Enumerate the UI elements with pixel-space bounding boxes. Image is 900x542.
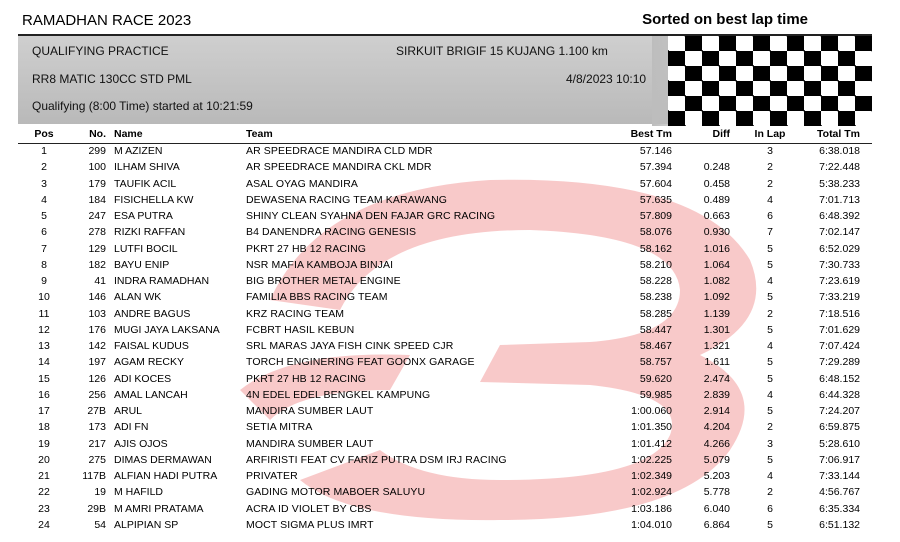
cell-in-lap: 4 — [767, 470, 773, 482]
table-row — [18, 226, 872, 242]
table-row — [18, 486, 872, 502]
cell-total: 5:38.233 — [819, 177, 860, 190]
cell-in-lap: 2 — [767, 421, 773, 434]
cell-pos: 11 — [38, 307, 50, 320]
cell-team: DEWASENA RACING TEAM KARAWANG — [246, 193, 448, 206]
cell-team: SRL MARAS JAYA FISH CINK SPEED CJR — [246, 340, 454, 352]
cell-diff: 2.914 — [703, 405, 730, 417]
cell-name: TAUFIK ACIL — [114, 177, 177, 190]
col-name: Name — [114, 128, 143, 140]
results-table — [18, 145, 872, 535]
cell-pos: 8 — [41, 258, 47, 271]
cell-name: ALAN WK — [114, 291, 162, 304]
cell-team: PKRT 27 HB 12 RACING — [246, 372, 367, 385]
cell-no: 142 — [88, 340, 106, 352]
cell-name: ANDRE BAGUS — [114, 307, 191, 320]
checkered-flag-icon — [668, 36, 872, 126]
cell-no: 299 — [88, 145, 106, 157]
cell-team: MANDIRA SUMBER LAUT — [246, 437, 374, 450]
cell-pos: 17 — [38, 405, 50, 417]
table-row — [18, 470, 872, 486]
cell-team: SETIA MITRA — [246, 421, 313, 434]
cell-name: AJIS OJOS — [114, 437, 168, 450]
session-date: 4/8/2023 10:10 — [566, 72, 647, 86]
table-row — [18, 178, 872, 194]
cell-diff: 1.301 — [703, 323, 730, 336]
cell-name: M AZIZEN — [114, 145, 163, 157]
cell-name: LUTFI BOCIL — [114, 242, 178, 255]
circuit-name: SIRKUIT BRIGIF 15 KUJANG 1.100 km — [396, 44, 608, 58]
cell-diff: 2.839 — [703, 388, 730, 401]
cell-no: 256 — [88, 388, 106, 401]
cell-pos: 1 — [41, 145, 47, 157]
table-row — [18, 291, 872, 307]
table-row — [18, 308, 872, 324]
cell-team: B4 DANENDRA RACING GENESIS — [246, 226, 417, 239]
cell-team: TORCH ENGINERING FEAT GOONX GARAGE — [246, 356, 475, 369]
cell-total: 6:51.132 — [819, 518, 860, 531]
cell-pos: 12 — [38, 323, 50, 336]
table-row — [18, 275, 872, 291]
cell-no: 247 — [88, 210, 106, 222]
cell-in-lap: 5 — [767, 405, 773, 417]
cell-no: 117B — [82, 470, 106, 482]
cell-total: 6:44.328 — [819, 388, 860, 401]
cell-name: ARUL — [114, 405, 143, 417]
table-row — [18, 324, 872, 340]
cell-diff: 1.139 — [703, 307, 730, 320]
session-banner — [18, 34, 872, 124]
cell-pos: 13 — [38, 340, 50, 352]
cell-total: 7:06.917 — [819, 453, 860, 466]
cell-in-lap: 2 — [767, 161, 773, 174]
cell-pos: 20 — [38, 453, 50, 466]
cell-in-lap: 2 — [767, 177, 773, 190]
cell-diff: 0.489 — [703, 193, 730, 206]
cell-best: 57.146 — [639, 145, 672, 157]
cell-team: BIG BROTHER METAL ENGINE — [246, 275, 401, 287]
cell-best: 57.394 — [639, 161, 672, 174]
cell-best: 1:00.060 — [631, 405, 672, 417]
cell-best: 57.604 — [639, 177, 672, 190]
cell-best: 58.210 — [639, 258, 672, 271]
cell-in-lap: 2 — [767, 307, 773, 320]
table-header — [18, 128, 872, 144]
cell-pos: 14 — [38, 356, 50, 369]
table-row — [18, 373, 872, 389]
table-row — [18, 243, 872, 259]
cell-total: 7:02.147 — [819, 226, 860, 239]
cell-best: 58.162 — [639, 242, 672, 255]
cell-pos: 24 — [38, 518, 50, 531]
cell-best: 1:01.412 — [631, 437, 672, 450]
cell-no: 179 — [88, 177, 106, 190]
cell-pos: 2 — [41, 161, 47, 174]
cell-pos: 3 — [41, 177, 47, 190]
cell-best: 58.238 — [639, 291, 672, 304]
col-best: Best Tm — [630, 128, 672, 140]
cell-in-lap: 5 — [767, 453, 773, 466]
table-row — [18, 503, 872, 519]
cell-name: ALFIAN HADI PUTRA — [114, 470, 218, 482]
cell-in-lap: 3 — [767, 437, 773, 450]
sort-label: Sorted on best lap time — [642, 11, 808, 28]
cell-in-lap: 5 — [767, 518, 773, 531]
cell-best: 1:04.010 — [631, 518, 672, 531]
cell-name: BAYU ENIP — [114, 258, 170, 271]
cell-in-lap: 5 — [767, 242, 773, 255]
cell-pos: 19 — [38, 437, 50, 450]
cell-team: MOCT SIGMA PLUS IMRT — [246, 518, 374, 531]
cell-total: 7:22.448 — [819, 161, 860, 174]
table-row — [18, 454, 872, 470]
cell-total: 7:23.619 — [819, 275, 860, 287]
cell-name: M HAFILD — [114, 486, 164, 499]
cell-no: 129 — [88, 242, 106, 255]
cell-total: 7:07.424 — [819, 340, 860, 352]
cell-team: MANDIRA SUMBER LAUT — [246, 405, 374, 417]
session-start: Qualifying (8:00 Time) started at 10:21:59 — [32, 99, 253, 113]
cell-pos: 4 — [41, 193, 47, 206]
cell-total: 6:38.018 — [819, 145, 860, 157]
cell-in-lap: 3 — [767, 145, 773, 157]
cell-diff: 6.864 — [703, 518, 730, 531]
cell-diff: 1.064 — [703, 258, 730, 271]
cell-best: 59.985 — [639, 388, 672, 401]
cell-total: 6:52.029 — [819, 242, 860, 255]
cell-in-lap: 6 — [767, 502, 773, 515]
cell-best: 1:02.225 — [631, 453, 672, 466]
cell-diff: 0.458 — [703, 177, 730, 190]
cell-team: ACRA ID VIOLET BY CBS — [246, 502, 372, 515]
cell-in-lap: 4 — [767, 340, 773, 352]
cell-in-lap: 5 — [767, 356, 773, 369]
col-team: Team — [246, 128, 273, 140]
cell-name: RIZKI RAFFAN — [114, 226, 186, 239]
cell-diff: 4.204 — [703, 421, 730, 434]
cell-best: 1:03.186 — [631, 502, 672, 515]
cell-total: 6:48.152 — [819, 372, 860, 385]
cell-pos: 21 — [38, 470, 50, 482]
cell-no: 176 — [88, 323, 106, 336]
cell-in-lap: 7 — [767, 226, 773, 239]
cell-no: 278 — [88, 226, 106, 239]
table-row — [18, 421, 872, 437]
cell-no: 275 — [88, 453, 106, 466]
cell-in-lap: 4 — [767, 275, 773, 287]
cell-diff: 6.040 — [703, 502, 730, 515]
cell-total: 7:33.219 — [819, 291, 860, 304]
session-name: QUALIFYING PRACTICE — [32, 44, 169, 58]
cell-diff: 0.930 — [703, 226, 730, 239]
cell-best: 1:01.350 — [631, 421, 672, 434]
cell-pos: 16 — [38, 388, 50, 401]
cell-no: 29B — [87, 502, 106, 515]
cell-name: M AMRI PRATAMA — [114, 502, 204, 515]
col-no: No. — [89, 128, 106, 140]
cell-no: 100 — [88, 161, 106, 174]
cell-team: SHINY CLEAN SYAHNA DEN FAJAR GRC RACING — [246, 210, 496, 222]
cell-best: 57.809 — [639, 210, 672, 222]
cell-in-lap: 6 — [767, 210, 773, 222]
cell-in-lap: 5 — [767, 372, 773, 385]
cell-no: 182 — [88, 258, 106, 271]
cell-team: ARFIRISTI FEAT CV FARIZ PUTRA DSM IRJ RACING — [246, 453, 507, 466]
cell-name: ESA PUTRA — [114, 210, 173, 222]
cell-best: 58.228 — [639, 275, 672, 287]
cell-name: FAISAL KUDUS — [114, 340, 189, 352]
cell-total: 6:35.334 — [819, 502, 860, 515]
cell-no: 27B — [87, 405, 106, 417]
cell-diff: 0.248 — [703, 161, 730, 174]
cell-pos: 7 — [41, 242, 47, 255]
cell-team: FCBRT HASIL KEBUN — [246, 323, 355, 336]
cell-diff: 1.092 — [703, 291, 730, 304]
col-total: Total Tm — [817, 128, 860, 140]
cell-team: AR SPEEDRACE MANDIRA CLD MDR — [246, 145, 433, 157]
cell-in-lap: 4 — [767, 388, 773, 401]
cell-diff: 1.321 — [703, 340, 730, 352]
cell-total: 7:29.289 — [819, 356, 860, 369]
col-in-lap: In Lap — [754, 128, 786, 140]
cell-total: 7:01.713 — [819, 193, 860, 206]
cell-pos: 5 — [41, 210, 47, 222]
table-row — [18, 259, 872, 275]
table-row — [18, 519, 872, 535]
cell-team: 4N EDEL EDEL BENGKEL KAMPUNG — [246, 388, 431, 401]
cell-name: AMAL LANCAH — [114, 388, 188, 401]
cell-diff: 0.663 — [703, 210, 730, 222]
race-title: RAMADHAN RACE 2023 — [22, 12, 192, 29]
cell-diff: 4.266 — [703, 437, 730, 450]
class-name: RR8 MATIC 130CC STD PML — [32, 72, 192, 86]
cell-no: 41 — [94, 275, 106, 287]
cell-no: 19 — [94, 486, 106, 499]
table-row — [18, 161, 872, 177]
cell-best: 58.076 — [639, 226, 672, 239]
cell-team: GADING MOTOR MABOER SALUYU — [246, 486, 426, 499]
cell-best: 1:02.924 — [631, 486, 672, 499]
cell-in-lap: 4 — [767, 193, 773, 206]
cell-diff: 1.016 — [703, 242, 730, 255]
cell-total: 6:59.875 — [819, 421, 860, 434]
table-row — [18, 340, 872, 356]
cell-name: MUGI JAYA LAKSANA — [114, 323, 220, 336]
cell-total: 7:24.207 — [819, 405, 860, 417]
cell-name: DIMAS DERMAWAN — [114, 453, 212, 466]
table-row — [18, 145, 872, 161]
cell-diff: 1.611 — [704, 356, 730, 369]
cell-team: PRIVATER — [246, 470, 298, 482]
cell-name: ADI FN — [114, 421, 149, 434]
table-row — [18, 194, 872, 210]
cell-no: 184 — [88, 193, 106, 206]
cell-diff: 5.203 — [703, 470, 730, 482]
cell-team: NSR MAFIA KAMBOJA BINJAI — [246, 258, 394, 271]
cell-pos: 23 — [38, 502, 50, 515]
cell-name: ALPIPIAN SP — [114, 518, 179, 531]
cell-no: 217 — [88, 437, 106, 450]
cell-diff: 5.079 — [703, 453, 730, 466]
cell-pos: 10 — [38, 291, 50, 304]
cell-diff: 2.474 — [703, 372, 730, 385]
cell-pos: 18 — [38, 421, 50, 434]
cell-total: 5:28.610 — [819, 437, 860, 450]
col-pos: Pos — [34, 128, 54, 140]
cell-no: 126 — [88, 372, 106, 385]
table-row — [18, 405, 872, 421]
cell-name: ADI KOCES — [114, 372, 172, 385]
cell-pos: 6 — [41, 226, 47, 239]
cell-in-lap: 2 — [767, 486, 773, 499]
cell-in-lap: 5 — [767, 323, 773, 336]
cell-name: AGAM RECKY — [114, 356, 185, 369]
cell-team: AR SPEEDRACE MANDIRA CKL MDR — [246, 161, 432, 174]
table-row — [18, 438, 872, 454]
table-row — [18, 389, 872, 405]
cell-name: FISICHELLA KW — [114, 193, 194, 206]
cell-best: 58.285 — [639, 307, 672, 320]
cell-no: 54 — [94, 518, 106, 531]
cell-no: 146 — [88, 291, 106, 304]
cell-total: 4:56.767 — [819, 486, 860, 499]
cell-total: 7:33.144 — [819, 470, 860, 482]
cell-best: 57.635 — [639, 193, 672, 206]
cell-in-lap: 5 — [767, 258, 773, 271]
cell-name: INDRA RAMADHAN — [114, 275, 210, 287]
cell-team: ASAL OYAG MANDIRA — [246, 177, 358, 190]
cell-team: PKRT 27 HB 12 RACING — [246, 242, 367, 255]
cell-team: FAMILIA BBS RACING TEAM — [246, 291, 388, 304]
cell-pos: 15 — [38, 372, 50, 385]
cell-total: 7:30.733 — [819, 258, 860, 271]
cell-team: KRZ RACING TEAM — [246, 307, 345, 320]
table-row — [18, 356, 872, 372]
cell-name: ILHAM SHIVA — [114, 161, 180, 174]
cell-total: 7:18.516 — [819, 307, 860, 320]
cell-no: 103 — [88, 307, 106, 320]
cell-no: 173 — [88, 421, 106, 434]
cell-best: 58.447 — [639, 323, 672, 336]
cell-best: 59.620 — [639, 372, 672, 385]
cell-pos: 22 — [38, 486, 50, 499]
title-row — [0, 0, 900, 34]
cell-best: 58.757 — [639, 356, 672, 369]
cell-in-lap: 5 — [767, 291, 773, 304]
table-row — [18, 210, 872, 226]
cell-total: 7:01.629 — [819, 323, 860, 336]
cell-diff: 1.082 — [703, 275, 730, 287]
col-diff: Diff — [712, 128, 730, 140]
cell-diff: 5.778 — [703, 486, 730, 499]
cell-total: 6:48.392 — [819, 210, 860, 222]
cell-best: 1:02.349 — [631, 470, 672, 482]
cell-best: 58.467 — [639, 340, 672, 352]
cell-no: 197 — [88, 356, 106, 369]
cell-pos: 9 — [41, 275, 47, 287]
